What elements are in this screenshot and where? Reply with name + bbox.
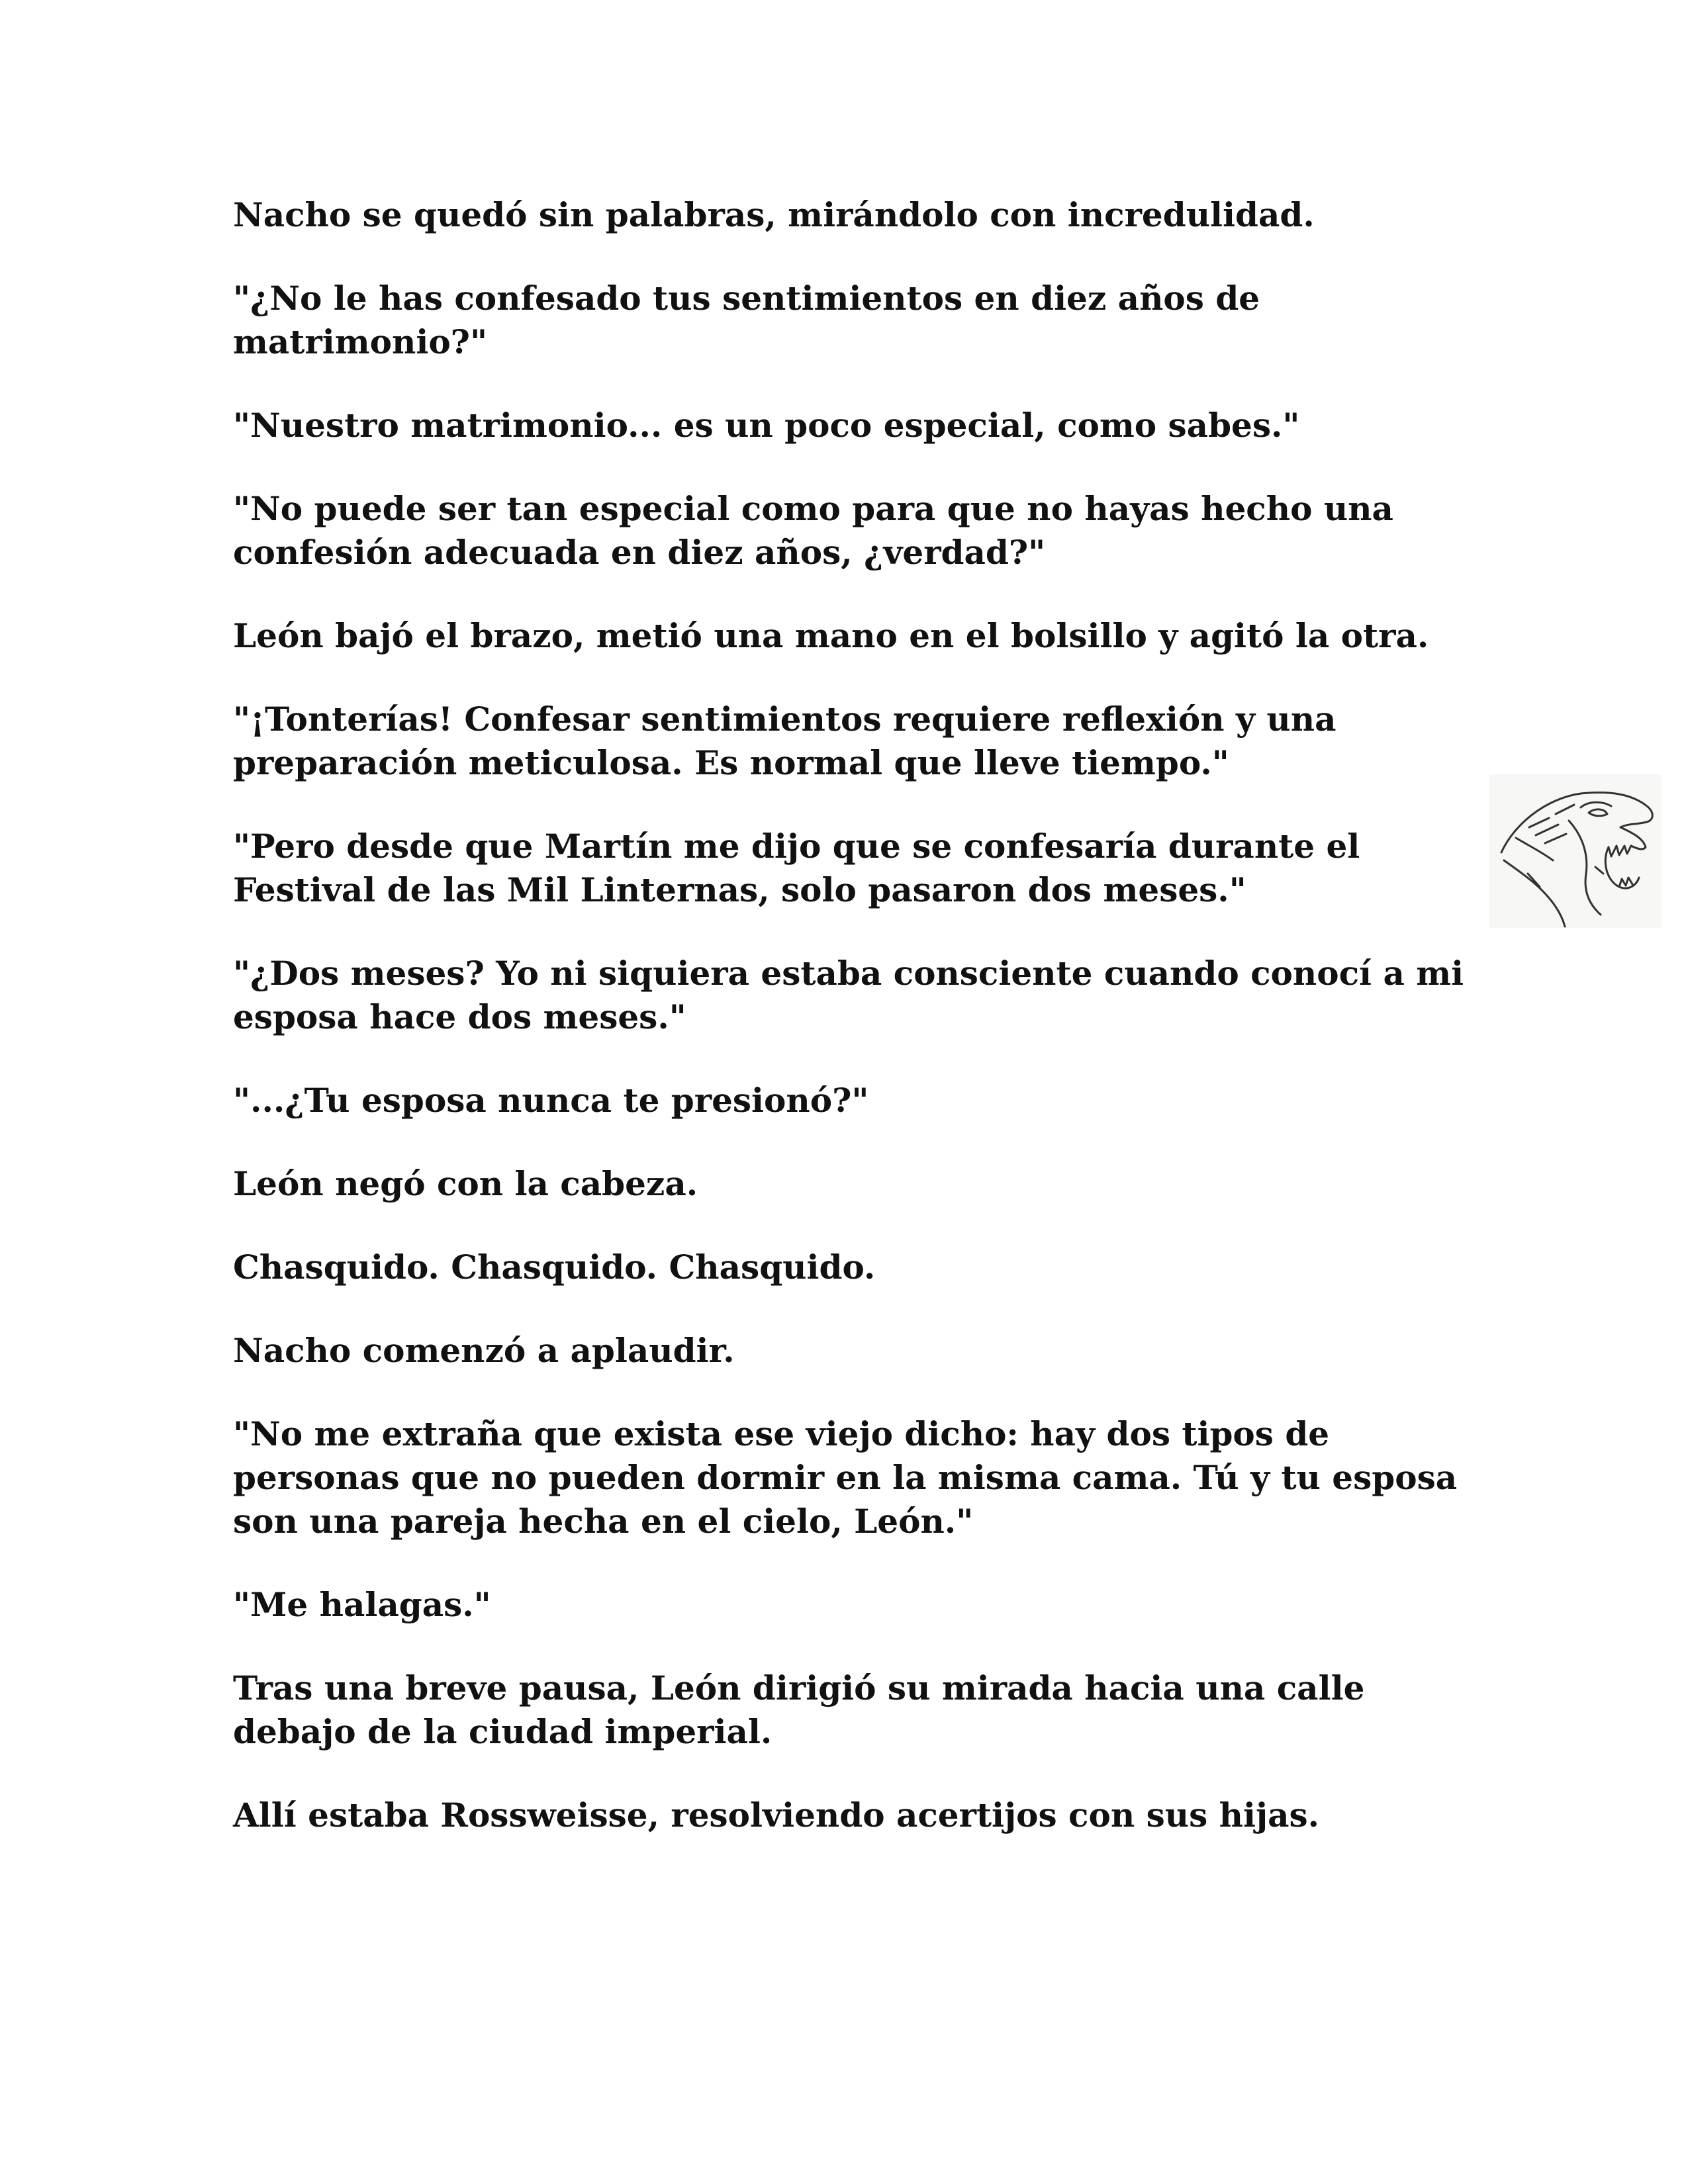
paragraph-4: "No puede ser tan especial como para que no hayas hecho una confesión adecuada en diez años, ¿verdad?" xyxy=(233,489,1393,572)
document-body xyxy=(233,193,1477,1877)
paragraph-1: Nacho se quedó sin palabras, mirándolo con incredulidad. xyxy=(233,195,1315,234)
paragraph-13: "No me extraña que exista ese viejo dicho: hay dos tipos de personas que no pueden dormir en la misma cama. Tú y tu esposa son una pareja hecha en el cielo, León." xyxy=(233,1414,1458,1541)
paragraph-16: Allí estaba Rossweisse, resolviendo acertijos con sus hijas. xyxy=(233,1796,1320,1835)
paragraph-15: Tras una breve pausa, León dirigió su mirada hacia una calle debajo de la ciudad imperial. xyxy=(233,1668,1365,1751)
paragraph-7: "Pero desde que Martín me dijo que se confesaría durante el Festival de las Mil Linternas, solo pasaron dos meses." xyxy=(233,827,1360,909)
paragraph-2: "¿No le has confesado tus sentimientos en diez años de matrimonio?" xyxy=(233,279,1260,361)
paragraph-6: "¡Tonterías! Confesar sentimientos requiere reflexión y una preparación meticulosa. Es normal que lleve tiempo." xyxy=(233,700,1336,782)
paragraph-3: "Nuestro matrimonio... es un poco especial, como sabes." xyxy=(233,406,1300,445)
paragraph-9: "...¿Tu esposa nunca te presionó?" xyxy=(233,1081,869,1120)
paragraph-8: "¿Dos meses? Yo ni siquiera estaba consciente cuando conocí a mi esposa hace dos meses." xyxy=(233,954,1464,1036)
paragraph-10: León negó con la cabeza. xyxy=(233,1164,698,1203)
paragraph-5: León bajó el brazo, metió una mano en el bolsillo y agitó la otra. xyxy=(233,616,1429,655)
paragraph-14: "Me halagas." xyxy=(233,1585,491,1624)
dinosaur-sketch-icon xyxy=(1489,774,1662,928)
paragraph-12: Nacho comenzó a aplaudir. xyxy=(233,1331,735,1370)
paragraph-11: Chasquido. Chasquido. Chasquido. xyxy=(233,1248,876,1287)
